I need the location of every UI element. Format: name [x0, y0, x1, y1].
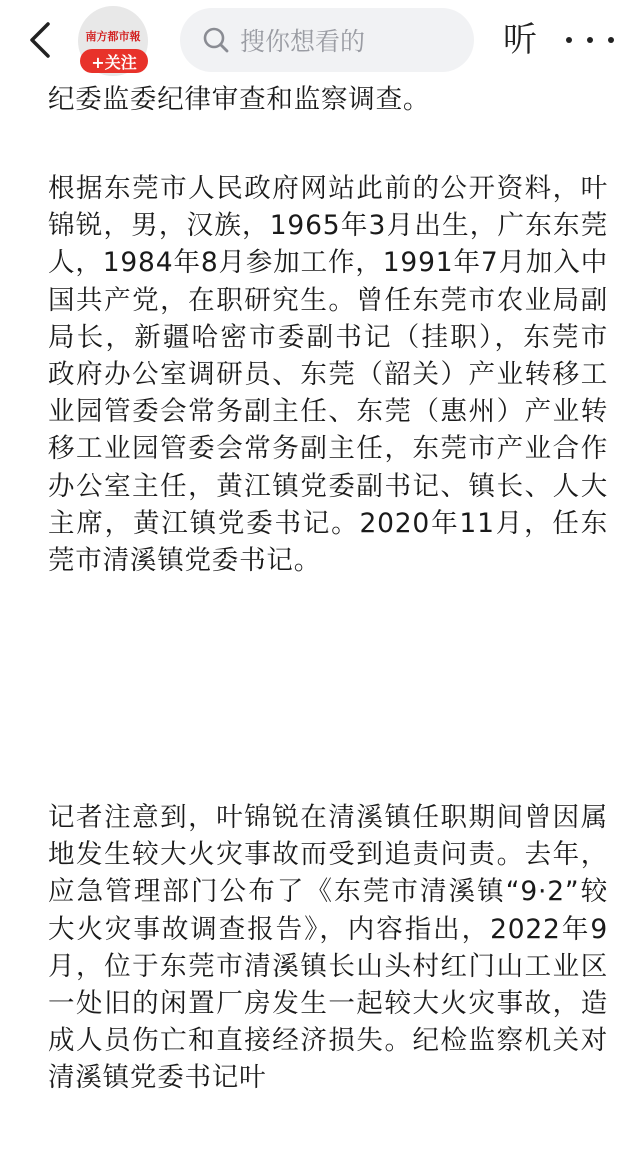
search-placeholder: 搜你想看的: [240, 27, 366, 56]
top-bar: [0, 0, 636, 80]
listen-button[interactable]: 听: [503, 20, 537, 60]
back-button[interactable]: [22, 18, 58, 62]
chevron-left-icon: [28, 21, 52, 59]
search-icon: [202, 26, 230, 54]
more-dot: [608, 37, 614, 43]
article-paragraph: 记者注意到，叶锦锐在清溪镇任职期间曾因属地发生较大火灾事故而受到追责问责。去年，应急管理部门公布了《东莞市清溪镇“9·2”较大火灾事故调查报告》，内容指出，2022年9月，位于东莞市清溪镇长山头村红门山工业区一处旧的闲置厂房发生一起较大火灾事故，造成人员伤亡和直接经济损失。纪检监察机关对清溪镇党委书记叶: [48, 802, 608, 1094]
search-input[interactable]: [180, 8, 474, 72]
article-paragraph: 根据东莞市人民政府网站此前的公开资料，叶锦锐，男，汉族，1965年3月出生，广东东莞人，1984年8月参加工作，1991年7月加入中国共产党，在职研究生。曾任东莞市农业局副局长，新疆哈密市委副书记（挂职），东莞市政府办公室调研员、东莞（韶关）产业转移工业园管委会常务副主任、东莞（惠州）产业转移工业园管委会常务副主任，东莞市产业合作办公室主任，黄江镇党委副书记、镇长、人大主席，黄江镇党委书记。2020年11月，任东莞市清溪镇党委书记。: [48, 173, 608, 577]
more-horizontal-icon: [566, 37, 572, 43]
follow-button[interactable]: +关注: [80, 49, 148, 73]
publisher-logo: 南方都市報: [85, 30, 141, 43]
article-paragraph: 纪委监委纪律审查和监察调查。: [48, 84, 431, 115]
more-button[interactable]: [566, 18, 614, 62]
more-dot: [587, 37, 593, 43]
